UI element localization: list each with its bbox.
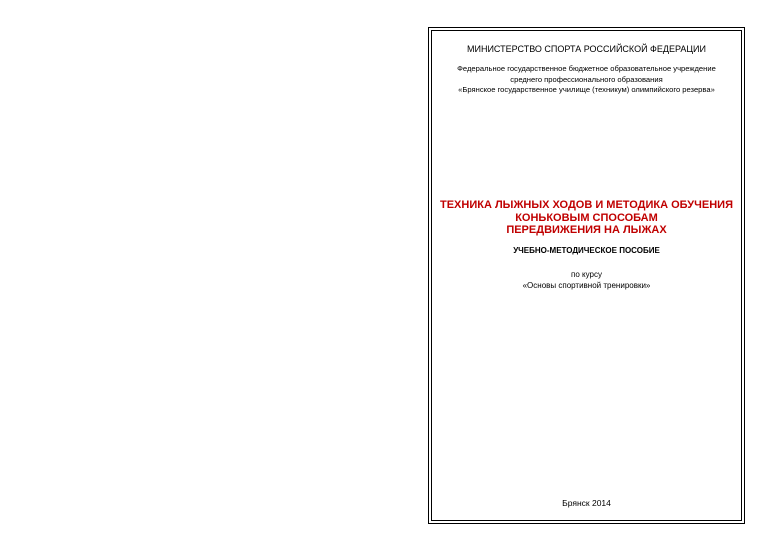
- institution-line: «Брянское государственное училище (техникум) олимпийского резерва»: [458, 85, 715, 94]
- course-info: [432, 269, 741, 291]
- institution-line: Федеральное государственное бюджетное образовательное учреждение: [457, 64, 716, 73]
- institution-line: среднего профессионального образования: [510, 74, 663, 84]
- ministry-name: МИНИСТЕРСТВО СПОРТА РОССИЙСКОЙ ФЕДЕРАЦИИ: [466, 44, 706, 54]
- title-line: ПЕРЕДВИЖЕНИЯ НА ЛЫЖАХ: [506, 224, 667, 236]
- institution-name: [436, 64, 737, 96]
- cover-frame-inner: [431, 30, 742, 521]
- title-line: КОНЬКОВЫМ СПОСОБАМ: [515, 211, 658, 224]
- document-title: [432, 199, 741, 237]
- city-year: Брянск 2014: [562, 498, 611, 508]
- course-line: «Основы спортивной тренировки»: [522, 281, 651, 290]
- course-line: по курсу: [571, 270, 602, 279]
- cover-frame-outer: [428, 27, 745, 524]
- cover-content: [432, 31, 741, 520]
- title-line: ТЕХНИКА ЛЫЖНЫХ ХОДОВ И МЕТОДИКА ОБУЧЕНИЯ: [440, 199, 733, 211]
- document-type: УЧЕБНО-МЕТОДИЧЕСКОЕ ПОСОБИЕ: [513, 246, 660, 255]
